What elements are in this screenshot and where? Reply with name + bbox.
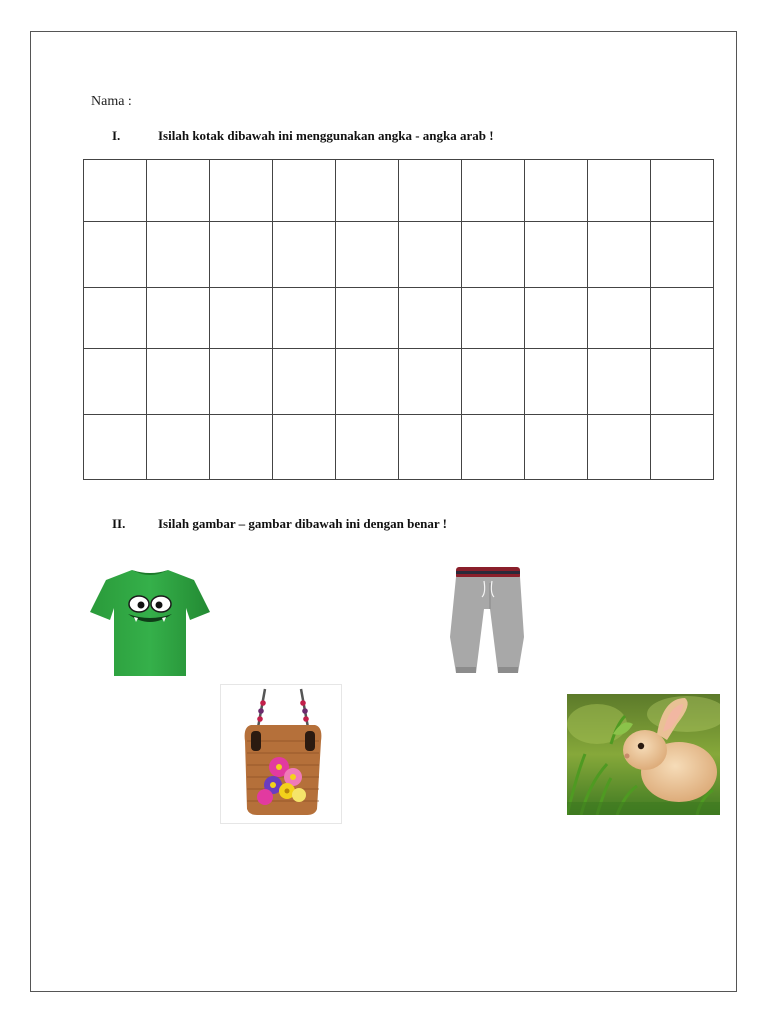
grid-cell	[399, 415, 462, 480]
grid-cell	[588, 349, 651, 415]
grid-cell	[147, 349, 210, 415]
grid-cell	[651, 349, 714, 415]
grid-cell	[147, 288, 210, 349]
grid-cell	[651, 222, 714, 288]
grid-cell	[336, 415, 399, 480]
grid-row	[84, 160, 714, 222]
grid-cell	[147, 415, 210, 480]
grid-cell	[525, 160, 588, 222]
rabbit-icon	[567, 694, 720, 815]
grid-cell	[399, 349, 462, 415]
grid-cell	[651, 415, 714, 480]
name-label: Nama :	[91, 94, 132, 109]
section-1-heading	[112, 128, 494, 144]
grid-cell	[525, 288, 588, 349]
grid-cell	[651, 160, 714, 222]
grid-cell	[84, 349, 147, 415]
woven-bag-icon	[220, 684, 342, 824]
grid-cell	[210, 160, 273, 222]
grid-cell	[462, 288, 525, 349]
grid-cell	[588, 415, 651, 480]
grid-cell	[210, 288, 273, 349]
section-2-heading	[112, 516, 447, 532]
grid-row	[84, 288, 714, 349]
grid-cell	[84, 415, 147, 480]
grid-cell	[210, 415, 273, 480]
grid-cell	[336, 222, 399, 288]
grid-cell	[84, 288, 147, 349]
grid-cell	[525, 349, 588, 415]
section-2-instruction: Isilah gambar – gambar dibawah ini dengan benar !	[158, 516, 447, 531]
grid-row	[84, 415, 714, 480]
grid-cell	[84, 222, 147, 288]
section-2-number: II.	[112, 516, 126, 531]
grid-cell	[273, 222, 336, 288]
grid-cell	[273, 160, 336, 222]
grid-cell	[210, 222, 273, 288]
grid-cell	[525, 415, 588, 480]
grid-cell	[399, 288, 462, 349]
grid-cell	[399, 160, 462, 222]
grid-cell	[210, 349, 273, 415]
grid-row	[84, 349, 714, 415]
answer-grid	[83, 159, 714, 480]
section-1-number: I.	[112, 128, 121, 143]
grid-cell	[336, 349, 399, 415]
grid-cell	[336, 288, 399, 349]
grid-cell	[588, 222, 651, 288]
grid-cell	[462, 349, 525, 415]
grid-cell	[525, 222, 588, 288]
grid-cell	[273, 415, 336, 480]
grid-cell	[651, 288, 714, 349]
grid-cell	[147, 222, 210, 288]
grid-cell	[588, 288, 651, 349]
grid-cell	[273, 288, 336, 349]
grey-pants-icon	[444, 563, 530, 677]
grid-cell	[399, 222, 462, 288]
grid-cell	[336, 160, 399, 222]
grid-cell	[462, 222, 525, 288]
grid-cell	[462, 415, 525, 480]
grid-cell	[84, 160, 147, 222]
grid-cell	[462, 160, 525, 222]
section-1-instruction: Isilah kotak dibawah ini menggunakan angka - angka arab !	[158, 128, 494, 143]
green-tshirt-icon	[86, 564, 214, 678]
grid-row	[84, 222, 714, 288]
grid-cell	[588, 160, 651, 222]
grid-cell	[147, 160, 210, 222]
grid-cell	[273, 349, 336, 415]
